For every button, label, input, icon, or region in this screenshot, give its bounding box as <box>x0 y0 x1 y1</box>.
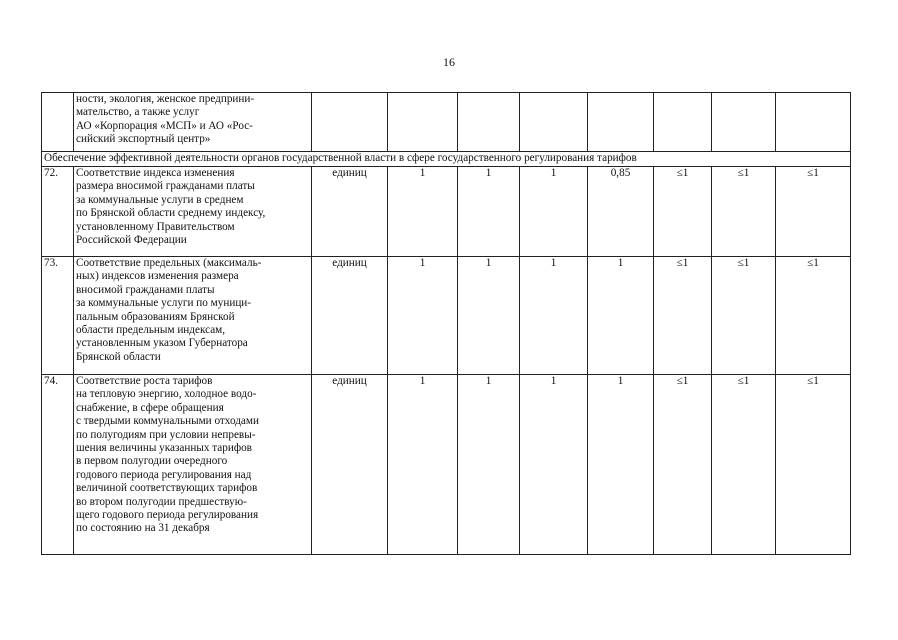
continuation-row <box>42 93 851 152</box>
value-cell: ≤1 <box>654 167 712 257</box>
value-cell: 1 <box>588 257 654 375</box>
value-cell <box>458 93 520 152</box>
value-cell: 1 <box>458 167 520 257</box>
value-cell: 1 <box>388 257 458 375</box>
value-cell <box>776 93 851 152</box>
value-cell <box>520 93 588 152</box>
value-cell <box>588 93 654 152</box>
value-cell <box>654 93 712 152</box>
value-cell: ≤1 <box>654 257 712 375</box>
value-cell: 1 <box>520 375 588 555</box>
indicator-description: Соответствие индекса изменения размера вносимой гражданами платы за коммунальные услуги в среднем по Брянской области среднему индексу, установленному Правительством Российской Федерации <box>74 167 312 257</box>
indicator-table <box>41 92 851 555</box>
unit-cell: единиц <box>312 257 388 375</box>
value-cell: ≤1 <box>776 167 851 257</box>
value-cell: 1 <box>588 375 654 555</box>
value-cell: 1 <box>388 167 458 257</box>
unit-cell <box>312 93 388 152</box>
section-header: Обеспечение эффективной деятельности органов государственной власти в сфере государственного регулирования тарифов <box>42 152 851 167</box>
value-cell: 0,85 <box>588 167 654 257</box>
unit-cell: единиц <box>312 167 388 257</box>
value-cell <box>388 93 458 152</box>
value-cell: 1 <box>520 257 588 375</box>
row-number: 73. <box>42 257 74 375</box>
value-cell: ≤1 <box>712 375 776 555</box>
unit-cell: единиц <box>312 375 388 555</box>
value-cell: ≤1 <box>712 257 776 375</box>
row-number-cell <box>42 93 74 152</box>
table-row <box>42 257 851 375</box>
value-cell: 1 <box>388 375 458 555</box>
section-header-row <box>42 152 851 167</box>
value-cell: ≤1 <box>654 375 712 555</box>
indicator-description: ности, экология, женское предприни- мательство, а также услуг АО «Корпорация «МСП» и АО «Рос- сийский экспортный центр» <box>74 93 312 152</box>
page-number: 16 <box>443 55 455 69</box>
indicator-description: Соответствие предельных (максималь- ных) индексов изменения размера вносимой гражданами платы за коммунальные услуги по муници- пальным образованиям Брянской области предельным индексам, установленным указом Губернатора Брянской области <box>74 257 312 375</box>
row-number: 72. <box>42 167 74 257</box>
value-cell: 1 <box>520 167 588 257</box>
value-cell: ≤1 <box>712 167 776 257</box>
value-cell: ≤1 <box>776 257 851 375</box>
row-number: 74. <box>42 375 74 555</box>
value-cell <box>712 93 776 152</box>
indicator-description: Соответствие роста тарифов на тепловую энергию, холодное водо- снабжение, в сфере обращения с твердыми коммунальными отходами по полугодиям при условии непревы- шения величины указанных тарифов в первом полугодии очередного годового периода регулирования над величиной соответствующих тарифов во втором полугодии предшествую- щего годового периода регулирования по состоянию на 31 декабря <box>74 375 312 555</box>
value-cell: 1 <box>458 375 520 555</box>
value-cell: ≤1 <box>776 375 851 555</box>
value-cell: 1 <box>458 257 520 375</box>
table-row <box>42 375 851 555</box>
table-row <box>42 167 851 257</box>
